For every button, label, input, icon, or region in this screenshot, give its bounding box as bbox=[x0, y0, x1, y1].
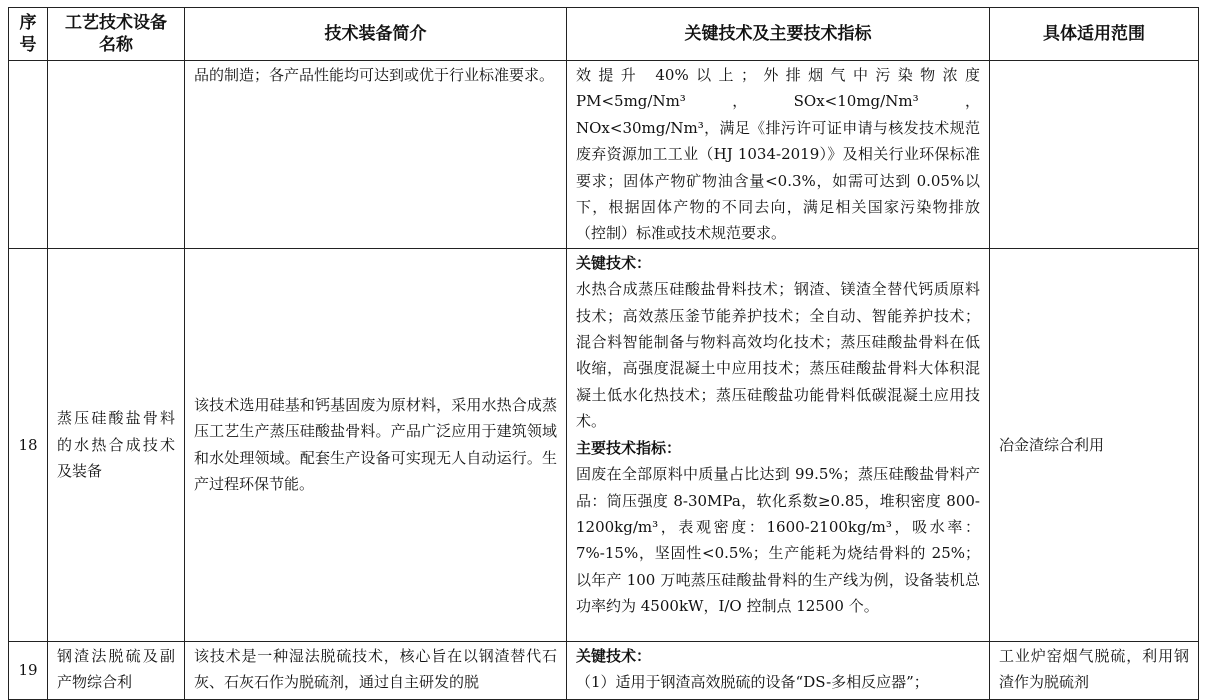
table-row bbox=[9, 641, 1199, 699]
header-key-tech: 关键技术及主要技术指标 bbox=[567, 8, 990, 61]
row-name: 蒸压硅酸盐骨料的水热合成技术及装备 bbox=[48, 248, 185, 641]
row-key-tech bbox=[567, 248, 990, 641]
key-tech-paragraph: 效提升 40%以上；外排烟气中污染物浓度 PM<5mg/Nm³，SOx<10mg/Nm³，NOx<30mg/Nm³，满足《排污许可证申请与核发技术规范废弃资源加工工业（HJ 1034-2019）》及相关行业环保标准要求；固体产物矿物油含量<0.3%，如需可达到 0.05%以下，根据固体产物的不同去向，满足相关国家污染物排放（控制）标准或技术规范要求。 bbox=[576, 66, 980, 243]
header-scope: 具体适用范围 bbox=[990, 8, 1199, 61]
row-key-tech bbox=[567, 61, 990, 249]
key-tech-text: 水热合成蒸压硅酸盐骨料技术；钢渣、镁渣全替代钙质原料技术；高效蒸压釜节能养护技术；全自动、智能养护技术；混合料智能制备与物料高效均化技术；蒸压硅酸盐骨料在低收缩，高强度混凝土中应用技术；蒸压硅酸盐骨料大体积混凝土低水化热技术；蒸压硅酸盐功能骨料低碳混凝土应用技术。 bbox=[576, 280, 980, 431]
row-index bbox=[9, 61, 48, 249]
row-summary: 该技术选用硅基和钙基固废为原材料，采用水热合成蒸压工艺生产蒸压硅酸盐骨料。产品广泛应用于建筑领域和水处理领域。配套生产设备可实现无人自动运行。生产过程环保节能。 bbox=[185, 248, 567, 641]
row-name bbox=[48, 61, 185, 249]
technology-table bbox=[8, 7, 1199, 700]
row-scope bbox=[990, 61, 1199, 249]
header-name: 工艺技术设备名称 bbox=[48, 8, 185, 61]
row-scope: 工业炉窑烟气脱硫，利用钢渣作为脱硫剂 bbox=[990, 641, 1199, 699]
header-summary: 技术装备简介 bbox=[185, 8, 567, 61]
table-row bbox=[9, 248, 1199, 641]
key-index-heading: 主要技术指标： bbox=[576, 438, 682, 457]
row-index: 19 bbox=[9, 641, 48, 699]
header-index: 序号 bbox=[9, 8, 48, 61]
table-row bbox=[9, 61, 1199, 249]
key-tech-text: （1）适用于钢渣高效脱硫的设备“DS-多相反应器”； bbox=[576, 673, 929, 692]
row-index: 18 bbox=[9, 248, 48, 641]
table-header-row bbox=[9, 8, 1199, 61]
row-summary: 品的制造；各产品性能均可达到或优于行业标准要求。 bbox=[185, 61, 567, 249]
key-tech-heading: 关键技术： bbox=[576, 646, 652, 665]
row-name: 钢渣法脱硫及副产物综合利 bbox=[48, 641, 185, 699]
row-scope: 冶金渣综合利用 bbox=[990, 248, 1199, 641]
key-tech-heading: 关键技术： bbox=[576, 253, 652, 272]
key-index-text: 固废在全部原料中质量占比达到 99.5%；蒸压硅酸盐骨料产品：筒压强度 8-30MPa，软化系数≥0.85，堆积密度 800-1200kg/m³，表观密度：1600-2100kg/m³，吸水率：7%-15%，坚固性<0.5%；生产能耗为烧结骨料的 25%；以年产 100 万吨蒸压硅酸盐骨料的生产线为例，设备装机总功率约为 4500kW，I/O 控制点 12500 个。 bbox=[576, 465, 981, 616]
row-key-tech bbox=[567, 641, 990, 699]
row-summary: 该技术是一种湿法脱硫技术，核心旨在以钢渣替代石灰、石灰石作为脱硫剂，通过自主研发的脱 bbox=[185, 641, 567, 699]
